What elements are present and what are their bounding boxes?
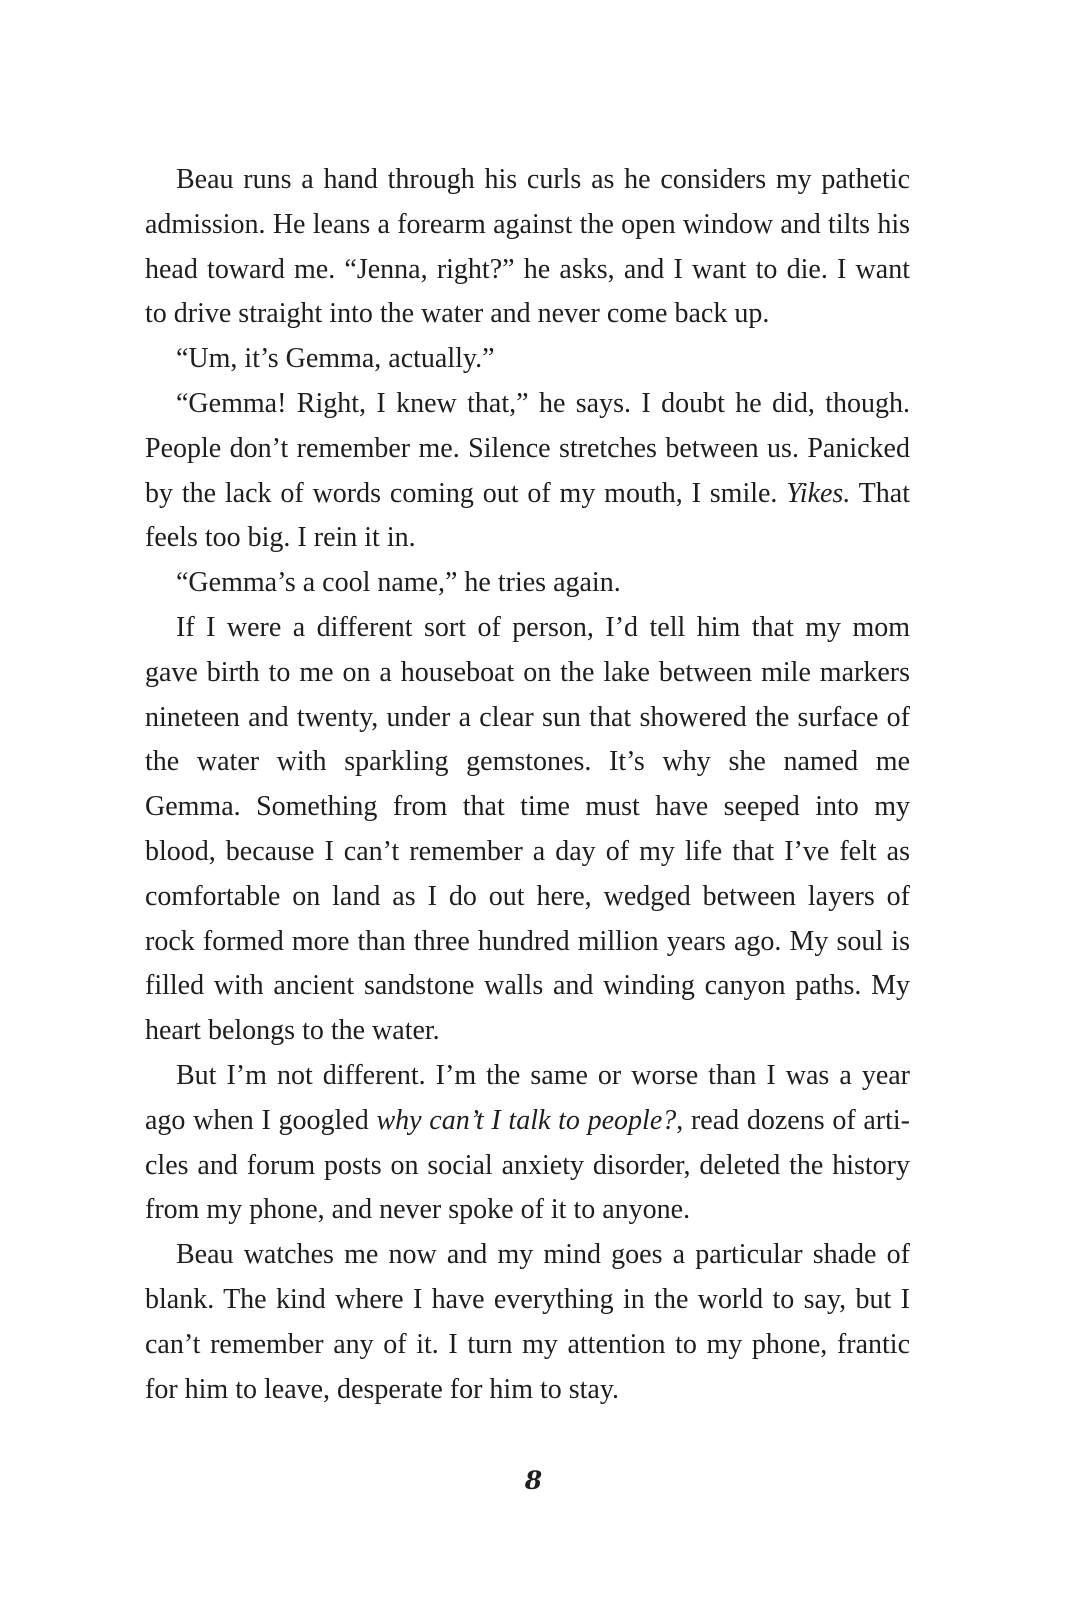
italic-text: Yikes. (786, 477, 851, 509)
italic-text: why can’t I talk to people? (376, 1104, 677, 1136)
paragraph-text: Beau watches me now and my mind goes a particular shade of blank. The kind where I have everything in the world to say, but I can’t remember any of it. I turn my attention to my phone, frantic for him to leave, desperate for him to stay. (145, 1239, 910, 1405)
paragraph-text: Beau runs a hand through his curls as he considers my pathetic admission. He leans a forearm against the open window and tilts his head toward me. “Jenna, right?” he asks, and I want to die. I want to drive straight into the water and never come back up. (145, 164, 910, 330)
paragraph-text: But I’m not different. I’m the same or worse than I was a year ago when I googled (145, 1059, 910, 1136)
paragraph-text: “Gemma! Right, I knew that,” he says. I doubt he did, though. People don’t remember me. Silence stretches between us. Panicked by the lack of words coming out of my mouth, I smile. (145, 387, 910, 509)
paragraph (145, 1233, 910, 1412)
paragraph (145, 337, 910, 382)
paragraph-text: “Gemma’s a cool name,” he tries again. (176, 567, 621, 599)
paragraph (145, 561, 910, 606)
paragraph-text: If I were a different sort of person, I’d tell him that my mom gave birth to me on a houseboat on the lake between mile markers nineteen and twenty, under a clear sun that showered the surface of the water with sparkling gemstones. It’s why she named me Gemma. Something from that time must have seeped into my blood, because I can’t remember a day of my life that I’ve felt as comfortable on land as I do out here, wedged between layers of rock formed more than three hundred million years ago. My soul is filled with ancient sandstone walls and winding canyon paths. My heart belongs to the water. (145, 611, 910, 1047)
paragraph-text: “Um, it’s Gemma, actually.” (176, 343, 495, 375)
paragraph (145, 606, 910, 1054)
page-number: 8 (524, 1466, 543, 1495)
paragraph (145, 382, 910, 561)
paragraph-text: , read dozens of articles and forum posts on social anxiety disorder, deleted the history from my phone, and never spoke of it to anyone. (145, 1104, 910, 1226)
paragraph-text: That feels too big. I rein it in. (145, 477, 910, 554)
body-text (145, 158, 910, 1412)
paragraph (145, 1054, 910, 1233)
paragraph (145, 158, 910, 337)
